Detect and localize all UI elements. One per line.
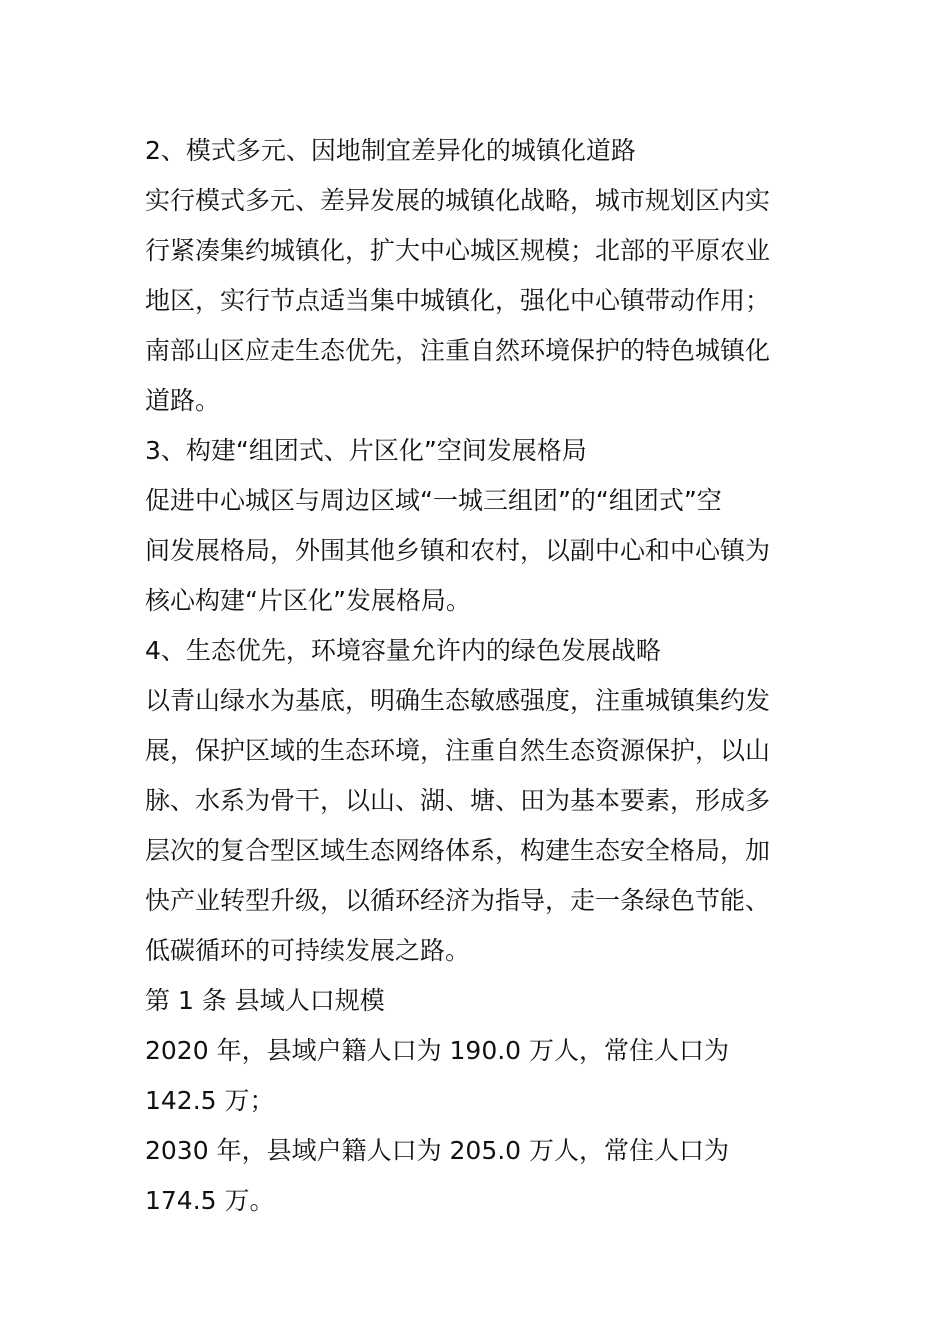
paragraph-line: 促进中心城区与周边区域“一城三组团”的“组团式”空 [145,486,722,515]
paragraph-line: 层次的复合型区域生态网络体系，构建生态安全格局，加 [145,836,771,865]
paragraph-line: 展，保护区域的生态环境，注重自然生态资源保护，以山 [145,736,771,765]
paragraph-line: 实行模式多元、差异发展的城镇化战略，城市规划区内实 [145,186,771,215]
heading-population-scale: 第 1 条 县域人口规模 [145,986,385,1015]
paragraph-line: 地区，实行节点适当集中城镇化，强化中心镇带动作用； [145,286,771,315]
paragraph-line: 核心构建“片区化”发展格局。 [145,586,471,615]
paragraph-line: 行紧凑集约城镇化，扩大中心城区规模；北部的平原农业 [145,236,771,265]
paragraph-line: 道路。 [145,386,221,415]
heading-urbanization-path: 2、模式多元、因地制宜差异化的城镇化道路 [145,136,636,165]
paragraph-line: 间发展格局，外围其他乡镇和农村，以副中心和中心镇为 [145,536,771,565]
paragraph-line: 南部山区应走生态优先，注重自然环境保护的特色城镇化 [145,336,771,365]
document-body [145,126,790,1226]
heading-green-strategy: 4、生态优先，环境容量允许内的绿色发展战略 [145,636,661,665]
paragraph-line: 快产业转型升级，以循环经济为指导，走一条绿色节能、 [145,886,771,915]
paragraph-line: 以青山绿水为基底，明确生态敏感强度，注重城镇集约发 [145,686,771,715]
heading-spatial-pattern: 3、构建“组团式、片区化”空间发展格局 [145,436,587,465]
paragraph-line: 脉、水系为骨干，以山、湖、塘、田为基本要素，形成多 [145,786,771,815]
paragraph-line: 142.5 万； [145,1086,275,1115]
paragraph-line: 2030 年，县域户籍人口为 205.0 万人，常住人口为 [145,1136,730,1165]
paragraph-line: 低碳循环的可持续发展之路。 [145,936,471,965]
paragraph-line: 174.5 万。 [145,1186,275,1215]
paragraph-line: 2020 年，县域户籍人口为 190.0 万人，常住人口为 [145,1036,730,1065]
